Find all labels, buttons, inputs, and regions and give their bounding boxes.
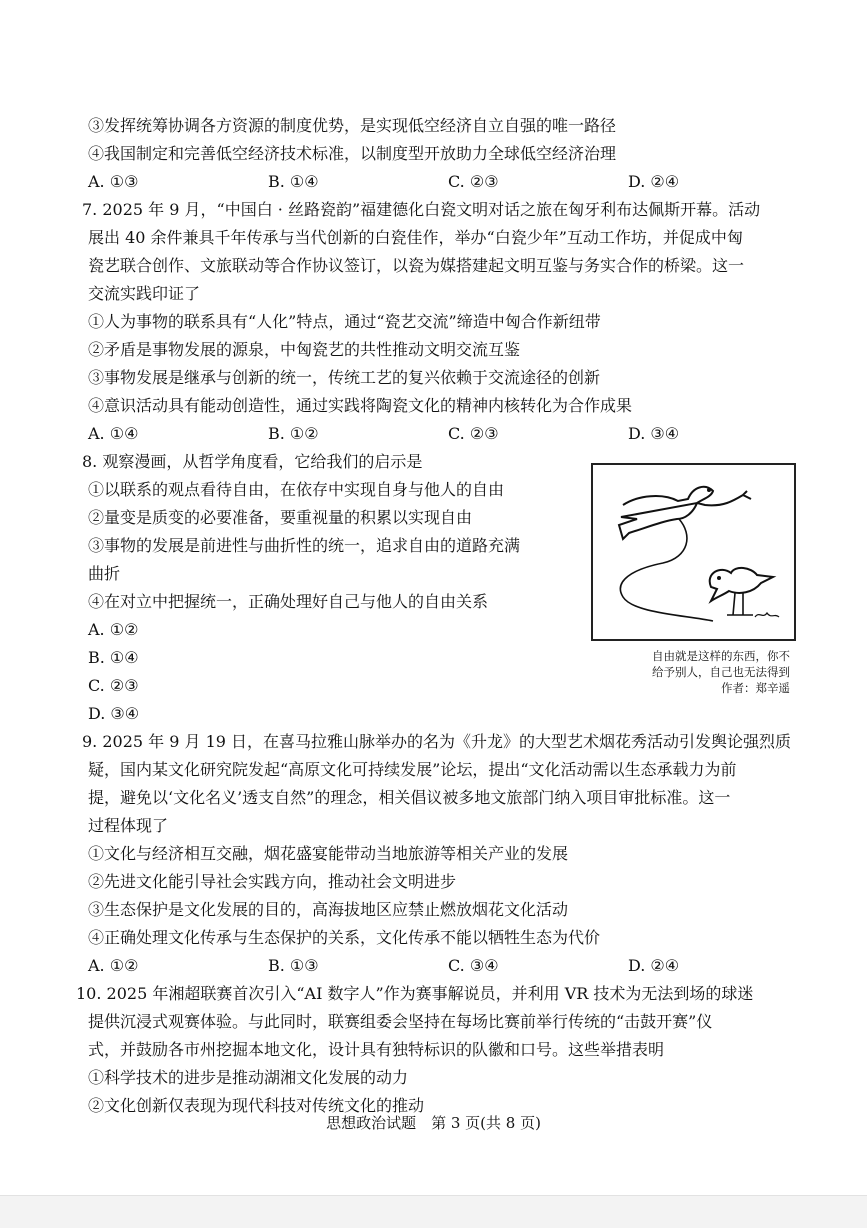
q9-statement-2: ②先进文化能引导社会实践方向，推动社会文明进步 xyxy=(88,872,457,891)
q6-choice-d: D. ②④ xyxy=(628,172,680,191)
q7-statement-1: ①人为事物的联系具有“人化”特点，通过“瓷艺交流”缔造中匈合作新纽带 xyxy=(88,312,601,331)
q8-choice-c: C. ②③ xyxy=(88,676,139,695)
q7-statement-4: ④意识活动具有能动创造性，通过实践将陶瓷文化的精神内核转化为合作成果 xyxy=(88,396,633,415)
q9-stem-line-2: 疑，国内某文化研究院发起“高原文化可持续发展”论坛，提出“文化活动需以生态承载力为前 xyxy=(88,760,737,779)
flying-bird-eye xyxy=(707,488,711,492)
flying-bird xyxy=(619,487,751,539)
q6-choice-b: B. ①④ xyxy=(268,172,319,191)
standing-bird xyxy=(710,568,773,601)
q8-choice-b: B. ①④ xyxy=(88,648,139,667)
q10-stem-line-3: 式，并鼓励各市州挖掘本地文化，设计具有独特标识的队徽和口号。这些举措表明 xyxy=(88,1040,665,1059)
q7-stem-line-2: 展出 40 余件兼具千年传承与当代创新的白瓷佳作，举办“白瓷少年”互动工作坊，并促成中匈 xyxy=(88,228,743,247)
q8-statement-4: ④在对立中把握统一，正确处理好自己与他人的自由关系 xyxy=(88,592,489,611)
q8-stem: 8. 观察漫画，从哲学角度看，它给我们的启示是 xyxy=(82,452,423,471)
q8-choice-a: A. ①② xyxy=(88,620,139,639)
q9-choice-a: A. ①② xyxy=(88,956,139,975)
q8-statement-1: ①以联系的观点看待自由，在依存中实现自身与他人的自由 xyxy=(88,480,505,499)
q9-choice-d: D. ②④ xyxy=(628,956,680,975)
q10-statement-1: ①科学技术的进步是推动湖湘文化发展的动力 xyxy=(88,1068,409,1087)
q7-stem-line-1: 7. 2025 年 9 月，“中国白 · 丝路瓷韵”福建德化白瓷文明对话之旅在匈牙利布达佩斯开幕。活动 xyxy=(82,200,761,219)
q7-choice-d: D. ③④ xyxy=(628,424,680,443)
q9-stem-line-4: 过程体现了 xyxy=(88,816,169,835)
cartoon-figure xyxy=(591,463,796,703)
q9-statement-4: ④正确处理文化传承与生态保护的关系，文化传承不能以牺牲生态为代价 xyxy=(88,928,601,947)
q8-choice-d: D. ③④ xyxy=(88,704,140,723)
q8-statement-2: ②量变是质变的必要准备，要重视量的积累以实现自由 xyxy=(88,508,473,527)
standing-bird-legs xyxy=(727,593,753,615)
q6-choice-a: A. ①③ xyxy=(88,172,139,191)
q9-stem-line-3: 提，避免以‘文化名义’透支自然”的理念，相关倡议被多地文旅部门纳入项目审批标准。这一 xyxy=(88,788,731,807)
q6-statement-4: ④我国制定和完善低空经济技术标准，以制度型开放助力全球低空经济治理 xyxy=(88,144,617,163)
q7-stem-line-3: 瓷艺联合创作、文旅联动等合作协议签订，以瓷为媒搭建起文明互鉴与务实合作的桥梁。这一 xyxy=(88,256,745,275)
q10-stem-line-2: 提供沉浸式观赛体验。与此同时，联赛组委会坚持在每场比赛前举行传统的“击鼓开赛”仪 xyxy=(88,1012,713,1031)
q9-choice-c: C. ③④ xyxy=(448,956,499,975)
cartoon-caption-line-2: 给予别人，自己也无法得到 xyxy=(652,665,790,679)
q7-statement-3: ③事物发展是继承与创新的统一，传统工艺的复兴依赖于交流途径的创新 xyxy=(88,368,601,387)
string-line xyxy=(620,519,713,621)
q9-statement-1: ①文化与经济相互交融，烟花盛宴能带动当地旅游等相关产业的发展 xyxy=(88,844,569,863)
q9-choice-b: B. ①③ xyxy=(268,956,319,975)
q6-statement-3: ③发挥统筹协调各方资源的制度优势，是实现低空经济自立自强的唯一路径 xyxy=(88,116,617,135)
cartoon-caption-line-1: 自由就是这样的东西，你不 xyxy=(652,649,790,663)
q7-statement-2: ②矛盾是事物发展的源泉，中匈瓷艺的共性推动文明交流互鉴 xyxy=(88,340,521,359)
q9-statement-3: ③生态保护是文化发展的目的，高海拔地区应禁止燃放烟花文化活动 xyxy=(88,900,569,919)
q8-statement-3b: 曲折 xyxy=(88,564,121,583)
q7-choice-c: C. ②③ xyxy=(448,424,499,443)
q6-choices xyxy=(88,168,809,196)
artist-signature xyxy=(755,613,779,617)
q9-stem-line-1: 9. 2025 年 9 月 19 日，在喜马拉雅山脉举办的名为《升龙》的大型艺术烟花秀活动引发舆论强烈质 xyxy=(82,732,792,751)
q7-choice-a: A. ①④ xyxy=(88,424,139,443)
q7-stem-line-4: 交流实践印证了 xyxy=(88,284,201,303)
q6-choice-c: C. ②③ xyxy=(448,172,499,191)
cartoon-drawing xyxy=(593,465,794,639)
viewer-bottom-bar xyxy=(0,1195,867,1228)
cartoon-author: 作者：郑辛遥 xyxy=(721,681,790,695)
q7-choices xyxy=(88,420,809,448)
q9-choices xyxy=(88,952,809,980)
cartoon-frame xyxy=(591,463,796,641)
q10-stem-line-1: 10. 2025 年湘超联赛首次引入“AI 数字人”作为赛事解说员，并利用 VR 技术为无法到场的球迷 xyxy=(76,984,754,1003)
standing-bird-eye xyxy=(717,576,721,580)
cartoon-caption xyxy=(590,648,790,696)
page-footer: 思想政治试题 第 3 页(共 8 页) xyxy=(326,1114,541,1132)
q7-choice-b: B. ①② xyxy=(268,424,319,443)
q8-statement-3a: ③事物的发展是前进性与曲折性的统一，追求自由的道路充满 xyxy=(88,536,521,555)
q10-statement-2: ②文化创新仅表现为现代科技对传统文化的推动 xyxy=(88,1096,425,1115)
